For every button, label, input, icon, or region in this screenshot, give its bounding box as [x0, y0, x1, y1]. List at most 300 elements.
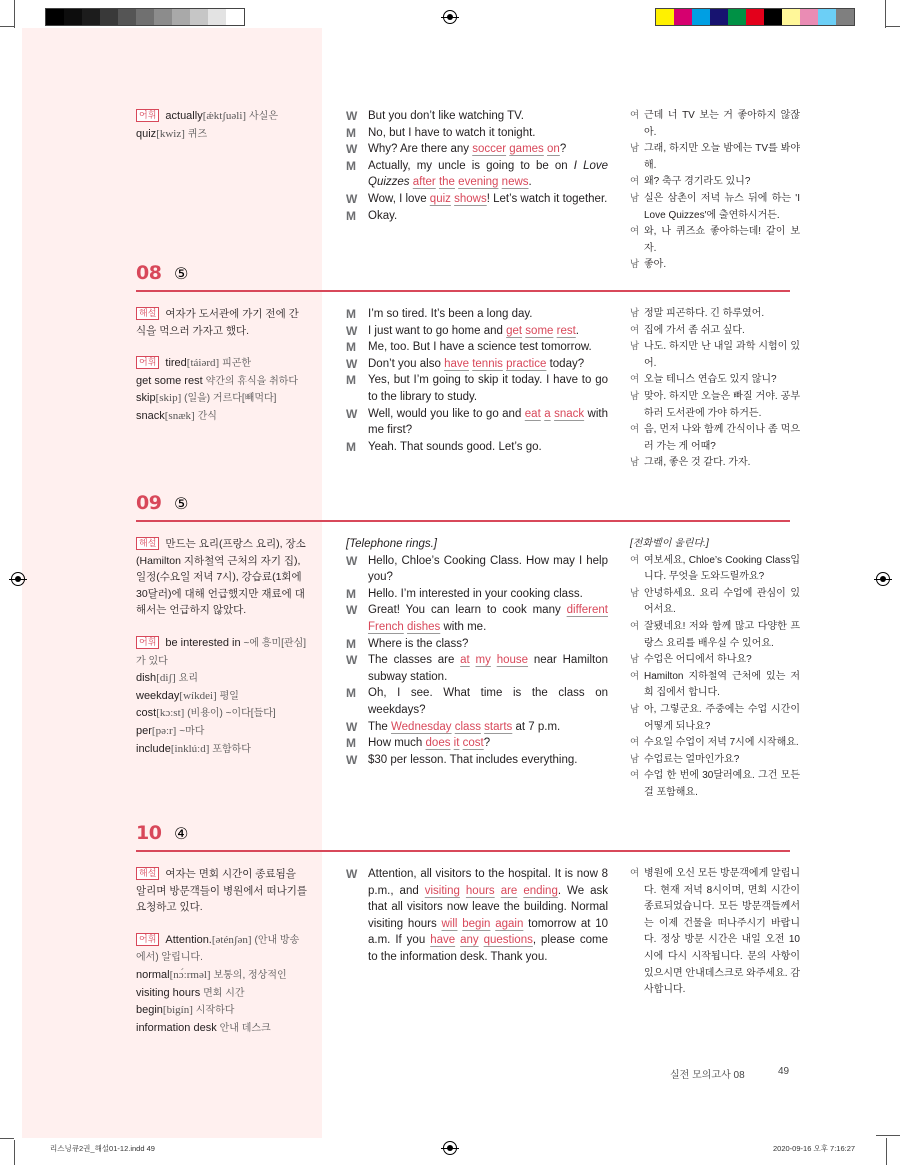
translation-text: 여보세요, Chloe’s Cooking Class입니다. 무엇을 도와드릴까요? — [644, 554, 800, 583]
translation-text: 그래, 하지만 오늘 밤에는 TV를 봐야 해. — [644, 143, 800, 171]
speaker-label: 여 — [630, 554, 640, 566]
gray-color-bar — [45, 8, 245, 26]
script-text: Where is the class? — [368, 637, 469, 650]
vocab-tag: 어휘 — [136, 933, 159, 946]
vocab-meaning: 사실은 — [249, 111, 278, 122]
translation-text: 안녕하세요. 요리 수업에 관심이 있어서요. — [644, 587, 800, 616]
script-text: , please come to the information desk. Thank you. — [368, 934, 608, 963]
translation-text: 맞아. 하지만 오늘은 빠질 거야. 공부하러 도서관에 가야 하거든. — [644, 390, 800, 419]
vocab-meaning: 면회 시간 — [203, 987, 245, 999]
translation-line — [630, 108, 800, 141]
q10-listening-script — [346, 866, 608, 966]
highlighted-phrase: begin — [462, 917, 491, 930]
speaker-label: 남 — [630, 587, 640, 599]
slug-filename: 리스닝큐2권_해설01-12.indd 49 — [50, 1144, 155, 1153]
vocab-item — [136, 705, 308, 723]
highlighted-phrase: ending — [523, 884, 558, 897]
script-line — [346, 735, 608, 752]
vocab-tag: 어휘 — [136, 636, 159, 649]
vocab-meaning: 피곤한 — [222, 358, 252, 370]
answer-mark: ⑤ — [174, 264, 189, 283]
footer-section-label: 실전 모의고사 08 — [670, 1070, 745, 1081]
script-line — [346, 406, 608, 439]
vocab-pronunciation: [wíkdei] — [179, 689, 217, 702]
vocab-tag: 어휘 — [136, 109, 159, 122]
highlighted-phrase: Wednesday — [391, 720, 452, 733]
vocab-item — [136, 126, 308, 144]
script-text: Why? Are there any — [368, 143, 473, 156]
vocab-item — [136, 355, 308, 373]
script-text: Me, too. But I have a science test tomorrow. — [368, 341, 592, 354]
color-swatch — [836, 9, 854, 25]
speaker-label: W — [346, 553, 358, 568]
color-swatch — [100, 9, 118, 25]
translation-text: 실은 삼촌이 저녁 뉴스 뒤에 하는 'I Love Quizzes'에 출연하시거든. — [644, 192, 800, 221]
highlighted-phrase: hours — [465, 884, 495, 897]
question-number: 08 — [136, 262, 162, 284]
translation-line — [630, 866, 800, 999]
crop-mark — [885, 0, 886, 28]
script-line — [346, 553, 608, 586]
vocab-item — [136, 108, 308, 126]
translation-text: 수요일 수업이 저녁 7시에 시작해요. — [644, 737, 799, 749]
highlighted-phrase: eat — [524, 407, 541, 420]
explanation-tag: 해설 — [136, 867, 159, 880]
registration-mark-icon — [443, 10, 457, 24]
vocab-meaning: 요리 — [178, 673, 198, 685]
highlighted-phrase: rest — [556, 324, 576, 337]
translation-line — [630, 174, 800, 191]
speaker-label: 남 — [630, 457, 640, 469]
color-swatch — [728, 9, 746, 25]
speaker-label: 여 — [630, 770, 640, 782]
highlighted-phrase: are — [500, 884, 518, 897]
vocab-word: snack — [136, 409, 165, 422]
script-text: . — [575, 324, 579, 337]
script-line — [346, 752, 608, 769]
highlighted-phrase: news — [501, 176, 529, 189]
question-number: 10 — [136, 822, 162, 844]
highlighted-phrase: cost — [462, 737, 484, 750]
speaker-label: 남 — [630, 703, 640, 715]
speaker-label: W — [346, 191, 358, 206]
vocab-item — [136, 635, 308, 670]
script-line — [346, 141, 608, 158]
speaker-label: W — [346, 867, 358, 881]
speaker-label: 남 — [630, 753, 640, 765]
vocab-word: visiting hours — [136, 986, 201, 999]
translation-text: 병원에 오신 모든 방문객에게 알립니다. 현재 저녁 8시이며, 면회 시간이 종료되었습니다. 모든 방문객들께서는 이제 건물을 떠나주시기 바랍니다. 정상 방문 시간은 내일 오전 10시에 다시 시작됩니다. 문의 사항이 있으시면 안내데스크로 와주세요. 감사합니다. — [644, 868, 801, 996]
script-text: Yes, but I’m going to skip it today. I have to go to the library to study. — [368, 374, 608, 403]
translation-line — [630, 141, 800, 174]
explanation-text: 여자가 도서관에 가기 전에 간식을 먹으러 가자고 했다. — [136, 308, 299, 337]
translation-text: 아, 그렇군요. 주중에는 수업 시간이 어떻게 되나요? — [644, 703, 800, 732]
speaker-label: 여 — [630, 110, 640, 121]
highlighted-phrase: will — [441, 917, 458, 930]
script-line — [346, 602, 608, 635]
speaker-label: 여 — [630, 670, 640, 682]
vocab-meaning: 시작하다 — [195, 1005, 235, 1017]
highlighted-phrase: French — [368, 620, 404, 633]
vocab-item — [136, 932, 308, 967]
vocab-word: information desk — [136, 1021, 217, 1034]
script-line — [346, 339, 608, 356]
translation-text: 나도. 하지만 난 내일 과학 시험이 있어. — [644, 341, 800, 369]
script-text: How much — [368, 737, 426, 750]
speaker-label: 남 — [630, 654, 640, 666]
translation-text: Hamilton 지하철역 근처에 있는 저희 집에서 합니다. — [644, 670, 800, 699]
script-line — [346, 372, 608, 405]
translation-text: 음, 먼저 나와 함께 간식이나 좀 먹으러 가는 게 어때? — [644, 424, 800, 452]
color-swatch — [764, 9, 782, 25]
vocab-word: be interested in — [165, 636, 241, 649]
q09-listening-script — [346, 536, 608, 768]
script-line — [346, 685, 608, 718]
vocab-pronunciation: [pəːr] — [151, 724, 177, 737]
q10-translation — [630, 866, 800, 999]
highlighted-phrase: evening — [458, 176, 499, 189]
vocab-meaning: 약간의 휴식을 취하다 — [205, 375, 299, 387]
speaker-label: M — [346, 208, 356, 223]
script-text: near Hamilton subway station. — [368, 654, 608, 683]
vocab-item — [136, 741, 308, 759]
highlighted-phrase: dishes — [407, 620, 441, 633]
q07-vocab-notes — [136, 108, 308, 143]
translation-line — [630, 619, 800, 652]
vocab-meaning: 퀴즈 — [187, 128, 208, 140]
highlighted-phrase: practice — [506, 357, 547, 370]
speaker-label: 여 — [630, 620, 640, 632]
explanation-text: 여자는 면회 시간이 종료됨을 알리며 방문객들이 병원에서 떠나기를 요청하고 있다. — [136, 868, 308, 914]
script-text: Attention, all visitors to the hospital. It is now 8 p.m., and — [368, 868, 608, 897]
translation-text: 잘됐네요! 저와 함께 많고 다양한 프랑스 요리를 배우실 수 있어요. — [644, 620, 800, 649]
vocab-word: Attention. — [165, 933, 212, 946]
vocab-item — [136, 985, 308, 1003]
speaker-label: M — [346, 158, 356, 173]
script-line — [346, 191, 608, 208]
vocab-item — [136, 688, 308, 706]
translation-line — [630, 191, 800, 224]
vocab-meaning: 안내 데스크 — [219, 1022, 271, 1034]
vocab-meaning: (안내 방송에서) 알립니다. — [136, 934, 300, 964]
highlighted-phrase: soccer — [472, 143, 507, 156]
vocab-list — [136, 932, 308, 1038]
vocab-word: per — [136, 724, 152, 737]
highlighted-phrase: quiz — [429, 192, 451, 205]
registration-mark-icon — [443, 1141, 457, 1155]
translation-line — [630, 669, 800, 702]
vocab-word: tired — [165, 357, 187, 370]
script-text: today? — [546, 357, 585, 370]
translation-line — [630, 735, 800, 752]
question-number: 09 — [136, 492, 162, 514]
color-swatch — [136, 9, 154, 25]
script-line — [346, 439, 608, 456]
q08-listening-script — [346, 306, 608, 455]
script-text: Well, would you like to go and — [368, 407, 525, 420]
speaker-label: 남 — [630, 308, 640, 319]
highlighted-phrase: class — [454, 720, 481, 733]
vocab-pronunciation: [ǽktʃuəli] — [202, 110, 247, 122]
translation-text: 왜? 축구 경기라도 있니? — [644, 176, 751, 188]
script-text: Hello. I’m interested in your cooking class. — [368, 587, 583, 600]
q09-notes — [136, 536, 308, 758]
translation-line — [630, 768, 800, 801]
color-swatch — [746, 9, 764, 25]
color-swatch — [782, 9, 800, 25]
translation-line — [630, 306, 800, 323]
script-text: with me first? — [368, 407, 608, 437]
script-text: at 7 p.m. — [512, 720, 561, 733]
speaker-label: 여 — [630, 868, 640, 879]
highlighted-phrase: it — [453, 737, 460, 750]
vocab-meaning: (일을) 거르다[빼먹다] — [184, 393, 277, 405]
vocab-word: normal — [136, 968, 170, 981]
script-text: The classes are — [368, 654, 461, 667]
registration-mark-icon — [876, 572, 890, 586]
crop-mark — [0, 1138, 14, 1139]
vocab-word: weekday — [136, 689, 180, 702]
highlighted-phrase: have — [444, 357, 470, 370]
script-text: But you don’t like watching TV. — [368, 110, 524, 122]
color-swatch — [800, 9, 818, 25]
highlighted-phrase: have — [430, 934, 456, 947]
speaker-label: 남 — [630, 259, 640, 271]
translation-text: 와, 나 퀴즈쇼 좋아하는데! 같이 보자. — [644, 226, 800, 254]
speaker-label: 남 — [630, 143, 640, 155]
explanation-tag: 해설 — [136, 537, 159, 550]
script-text: with me. — [440, 620, 487, 633]
translation-text: 좋아. — [644, 259, 667, 271]
q09-header — [136, 490, 790, 522]
script-text: The — [368, 720, 392, 733]
answer-mark: ⑤ — [174, 494, 189, 513]
script-text: Don’t you also — [368, 357, 445, 370]
vocab-meaning: 평일 — [219, 690, 239, 702]
script-text: Okay. — [368, 209, 398, 222]
vocab-pronunciation: [nɔ́ːrməl] — [169, 968, 211, 981]
color-swatch — [190, 9, 208, 25]
highlighted-phrase: my — [475, 654, 491, 667]
vocab-meaning: 보통의, 정상적인 — [213, 969, 287, 981]
speaker-label: M — [346, 340, 356, 355]
crop-mark — [886, 1138, 887, 1165]
highlighted-phrase: starts — [484, 720, 513, 733]
q08-notes — [136, 306, 308, 426]
vocab-pronunciation: [táiərd] — [186, 357, 220, 370]
highlighted-phrase: tennis — [472, 357, 503, 370]
vocab-pronunciation: [snæk] — [164, 409, 195, 422]
speaker-label: 남 — [630, 390, 640, 402]
color-swatch — [46, 9, 64, 25]
vocab-pronunciation: [skip] — [155, 392, 182, 405]
translation-text: 집에 가서 좀 쉬고 싶다. — [644, 324, 745, 336]
translation-text: 수업은 어디에서 하나요? — [644, 654, 752, 666]
highlighted-phrase: again — [495, 917, 524, 930]
translation-line — [630, 339, 800, 372]
registration-mark-icon — [11, 572, 25, 586]
script-line — [346, 125, 608, 142]
script-text: ? — [483, 737, 491, 750]
speaker-label: 여 — [630, 424, 640, 436]
script-line — [346, 108, 608, 125]
translation-line — [630, 389, 800, 422]
q08-translation — [630, 306, 800, 472]
speaker-label: M — [346, 686, 356, 701]
highlighted-phrase: different — [566, 604, 608, 617]
speaker-label: W — [346, 323, 358, 338]
vocab-tag: 어휘 — [136, 356, 159, 369]
script-line — [346, 356, 608, 373]
crop-mark — [0, 26, 14, 27]
script-text: Wow, I love — [368, 192, 430, 205]
vocab-list — [136, 635, 308, 758]
speaker-label: 남 — [630, 341, 640, 353]
script-text: Great! You can learn to cook many — [368, 604, 567, 617]
speaker-label: M — [346, 125, 356, 140]
script-line — [346, 586, 608, 603]
highlighted-phrase: questions — [483, 934, 533, 947]
translation-line — [630, 586, 800, 619]
vocab-meaning: 포함하다 — [212, 743, 251, 755]
vocab-meaning: ~마다 — [179, 725, 205, 737]
vocab-word: include — [136, 742, 171, 755]
script-line — [346, 306, 608, 323]
color-swatch — [674, 9, 692, 25]
speaker-label: M — [346, 636, 356, 651]
speaker-label: 여 — [630, 374, 640, 386]
highlighted-phrase: at — [460, 654, 470, 667]
color-swatch — [82, 9, 100, 25]
vocab-word: actually — [165, 110, 203, 122]
color-swatch — [818, 9, 836, 25]
highlighted-phrase: visiting — [424, 884, 460, 897]
speaker-label: W — [346, 142, 358, 157]
vocab-item — [136, 670, 308, 688]
script-text: Oh, I see. What time is the class on weekdays? — [368, 687, 608, 716]
vocab-pronunciation: [bigín] — [162, 1004, 193, 1017]
speaker-label: M — [346, 439, 356, 454]
script-text: ? — [559, 143, 567, 156]
speaker-label: W — [346, 356, 358, 371]
translation-text: 그래, 좋은 것 같다. 가자. — [644, 457, 751, 469]
script-line — [346, 208, 608, 225]
color-swatch — [172, 9, 190, 25]
vocab-meaning: (비용이) ~이다[들다] — [187, 708, 276, 720]
explanation-tag: 해설 — [136, 307, 159, 320]
script-text: . We ask that all visitors now leave the building. Normal visiting hours — [368, 884, 608, 930]
script-text: . — [528, 176, 532, 189]
script-text: I’m so tired. It’s been a long day. — [368, 308, 533, 320]
highlighted-phrase: any — [460, 934, 479, 947]
vocab-word: quiz — [136, 127, 157, 140]
script-text: No, but I have to watch it tonight. — [368, 126, 536, 139]
color-swatch — [118, 9, 136, 25]
translation-text: 오늘 테니스 연습도 있지 않니? — [644, 374, 777, 386]
crop-mark — [876, 1135, 900, 1136]
speaker-label: 여 — [630, 226, 640, 238]
answer-mark: ④ — [174, 824, 189, 843]
highlighted-phrase: snack — [554, 407, 585, 420]
script-text: Actually, my uncle is going to be on — [368, 159, 574, 172]
vocab-word: skip — [136, 392, 156, 405]
color-swatch — [154, 9, 172, 25]
color-swatch — [710, 9, 728, 25]
speaker-label: 여 — [630, 737, 640, 749]
q10-notes — [136, 866, 308, 1037]
vocab-pronunciation: [kɔːst] — [156, 707, 185, 720]
translation-text: 수업 한 번에 30달러예요. 그건 모든 걸 포함해요. — [644, 770, 800, 798]
translation-text: 수업료는 얼마인가요? — [644, 753, 740, 765]
explanation-text: 만드는 요리(프랑스 요리), 장소(Hamilton 지하철역 근처의 자기 집), 일정(수요일 저녁 7시), 강습료(1회에 30달러)에 대해 언급했지만 재료에 대해서는 언급하지 않았다. — [136, 538, 306, 617]
script-line — [346, 323, 608, 340]
highlighted-phrase: does — [425, 737, 451, 750]
vocab-item — [136, 1020, 308, 1038]
script-text: I Love Quizzes — [368, 159, 609, 189]
translation-line — [630, 372, 800, 389]
vocab-item — [136, 373, 308, 391]
vocab-meaning: ~에 흥미[관심]가 있다 — [136, 637, 307, 667]
vocab-word: dish — [136, 672, 157, 685]
translation-line — [630, 702, 800, 735]
highlighted-phrase: house — [496, 654, 529, 667]
vocab-item — [136, 723, 308, 741]
speaker-label: M — [346, 307, 356, 321]
script-text: I just want to go home and — [368, 324, 507, 337]
script-line — [346, 652, 608, 685]
crop-mark — [886, 26, 900, 27]
translation-line — [630, 752, 800, 769]
vocab-meaning: 간식 — [197, 410, 217, 422]
script-line — [346, 719, 608, 736]
crop-mark — [14, 0, 15, 28]
stage-direction: [Telephone rings.] — [346, 538, 438, 550]
color-swatch — [692, 9, 710, 25]
speaker-label: W — [346, 719, 358, 734]
vocab-item — [136, 390, 308, 408]
script-text: $30 per lesson. That includes everything. — [368, 753, 578, 766]
vocab-pronunciation: [diʃ] — [156, 672, 176, 685]
speaker-label: M — [346, 736, 356, 751]
vocab-word: begin — [136, 1004, 163, 1017]
highlighted-phrase: a — [544, 407, 551, 420]
color-swatch — [64, 9, 82, 25]
highlighted-phrase: shows — [454, 192, 487, 205]
vocab-pronunciation: [əténʃən] — [211, 933, 252, 946]
script-line — [346, 866, 608, 966]
vocab-word: cost — [136, 707, 157, 720]
highlighted-phrase: the — [438, 176, 455, 189]
translation-line — [630, 422, 800, 455]
vocab-item — [136, 1002, 308, 1020]
vocab-list — [136, 355, 308, 425]
translation-line — [630, 323, 800, 340]
script-line — [346, 636, 608, 653]
highlighted-phrase: some — [525, 324, 554, 337]
vocab-item — [136, 408, 308, 426]
script-text: Hello, Chloe’s Cooking Class. How may I help you? — [368, 554, 608, 584]
vocab-pronunciation: [kwiz] — [156, 127, 185, 140]
q07-translation — [630, 108, 800, 274]
translation-line — [630, 224, 800, 257]
speaker-label: W — [346, 752, 358, 767]
crop-mark — [14, 1140, 15, 1165]
vocab-pronunciation: [inklúːd] — [170, 742, 210, 755]
q10-header — [136, 820, 790, 852]
color-swatch — [226, 9, 244, 25]
translation-line — [630, 553, 800, 586]
script-text: ! Let’s watch it together. — [486, 192, 608, 205]
